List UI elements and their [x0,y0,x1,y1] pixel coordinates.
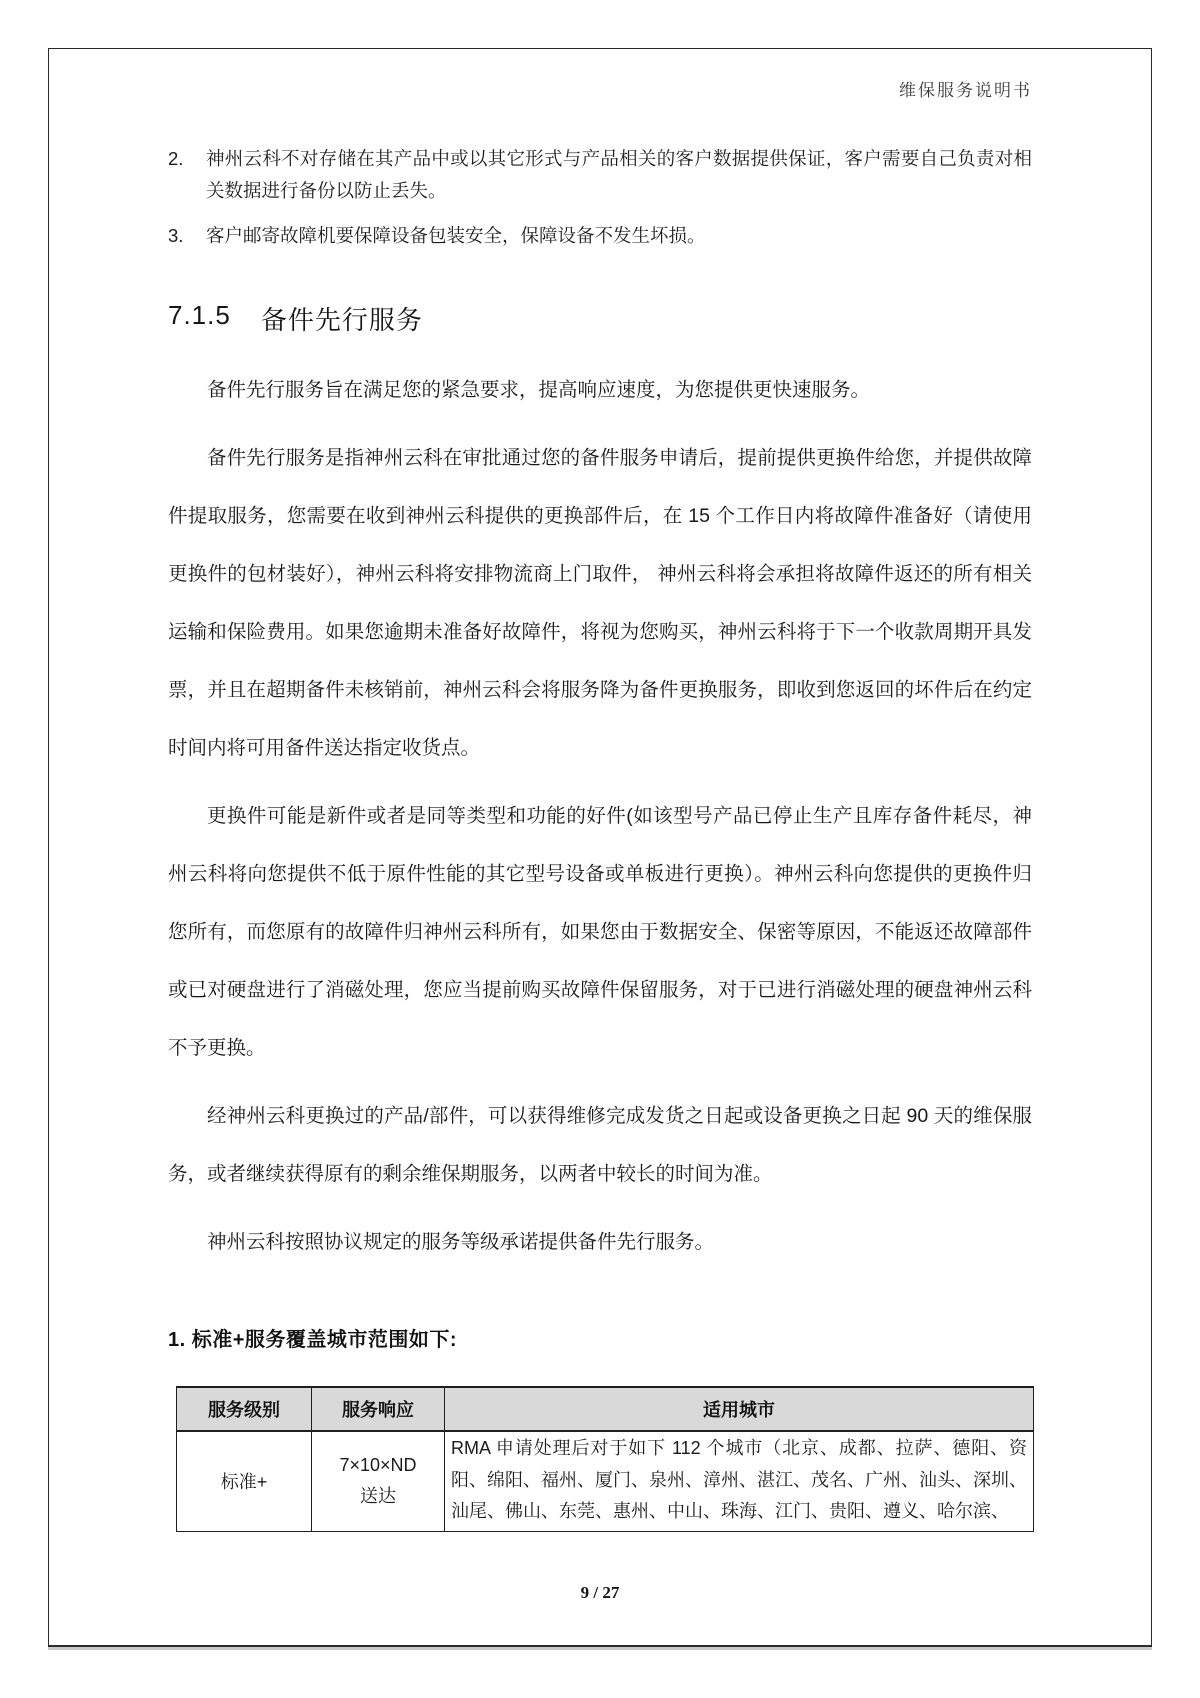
cell-service-response [312,1431,445,1531]
table-header-row [177,1387,1034,1431]
list-item-text: 客户邮寄故障机要保障设备包装安全，保障设备不发生坏损。 [206,225,706,246]
paragraph: 神州云科按照协议规定的服务等级承诺提供备件先行服务。 [207,1231,715,1253]
cell-applicable-cities: RMA 申请处理后对于如下 112 个城市（北京、成都、拉萨、德阳、资阳、绵阳、福州、厦门、泉州、漳州、湛江、茂名、广州、汕头、深圳、汕尾、佛山、东莞、惠州、中山、珠海、江门、贵阳、遵义、哈尔滨、 [445,1431,1034,1531]
column-header-service-response: 服务响应 [312,1387,445,1431]
list-item-number: 3. [168,225,184,246]
paragraph: 备件先行服务是指神州云科在审批通过您的备件服务申请后，提前提供更换件给您，并提供故障件提取服务，您需要在收到神州云科提供的更换部件后，在 15 个工作日内将故障件准备好（请使用更换件的包材装好），神州云科将安排物流商上门取件， 神州云科将会承担将故障件返还的所有相关运输和保险费用。如果您逾期未准备好故障件，将视为您购买，神州云科将于下一个收款周期开具发票，并且在超期备件未核销前，神州云科会将服务降为备件更换服务，即收到您返回的坏件后在约定时间内将可用备件送达指定收货点。 [168,447,1032,759]
list-item-text: 神州云科不对存储在其产品中或以其它形式与产品相关的客户数据提供保证，客户需要自己负责对相关数据进行备份以防止丢失。 [206,148,1032,201]
document-header-title: 维保服务说明书 [899,81,1032,100]
subsection-heading: 1. 标准+服务覆盖城市范围如下: [168,1329,458,1351]
service-coverage-table [176,1386,1034,1532]
numbered-list [168,143,1032,252]
list-item [168,220,1032,252]
page-content [168,0,1032,1532]
column-header-service-level: 服务级别 [177,1387,312,1431]
column-header-applicable-cities: 适用城市 [445,1387,1034,1431]
page-number: 9 / 27 [580,1583,620,1602]
service-response-line1: 7×10×ND [339,1455,417,1476]
section-title: 备件先行服务 [260,305,423,335]
section-heading [168,300,1032,337]
table-row [177,1431,1034,1531]
cell-service-level: 标准+ [177,1431,312,1531]
paragraph: 备件先行服务旨在满足您的紧急要求，提高响应速度，为您提供更快速服务。 [207,379,871,401]
list-item [168,143,1032,207]
paragraph: 经神州云科更换过的产品/部件，可以获得维修完成发货之日起或设备更换之日起 90 天的维保服务，或者继续获得原有的剩余维保期服务，以两者中较长的时间为准。 [168,1105,1032,1185]
list-item-number: 2. [168,148,184,169]
service-response-line2: 送达 [360,1486,396,1507]
body-text [168,361,1032,1271]
section-number: 7.1.5 [168,300,231,330]
paragraph: 更换件可能是新件或者是同等类型和功能的好件(如该型号产品已停止生产且库存备件耗尽，神州云科将向您提供不低于原件性能的其它型号设备或单板进行更换）。神州云科向您提供的更换件归您所有，而您原有的故障件归神州云科所有，如果您由于数据安全、保密等原因，不能返还故障部件或已对硬盘进行了消磁处理，您应当提前购买故障件保留服务，对于已进行消磁处理的硬盘神州云科不予更换。 [168,805,1032,1059]
